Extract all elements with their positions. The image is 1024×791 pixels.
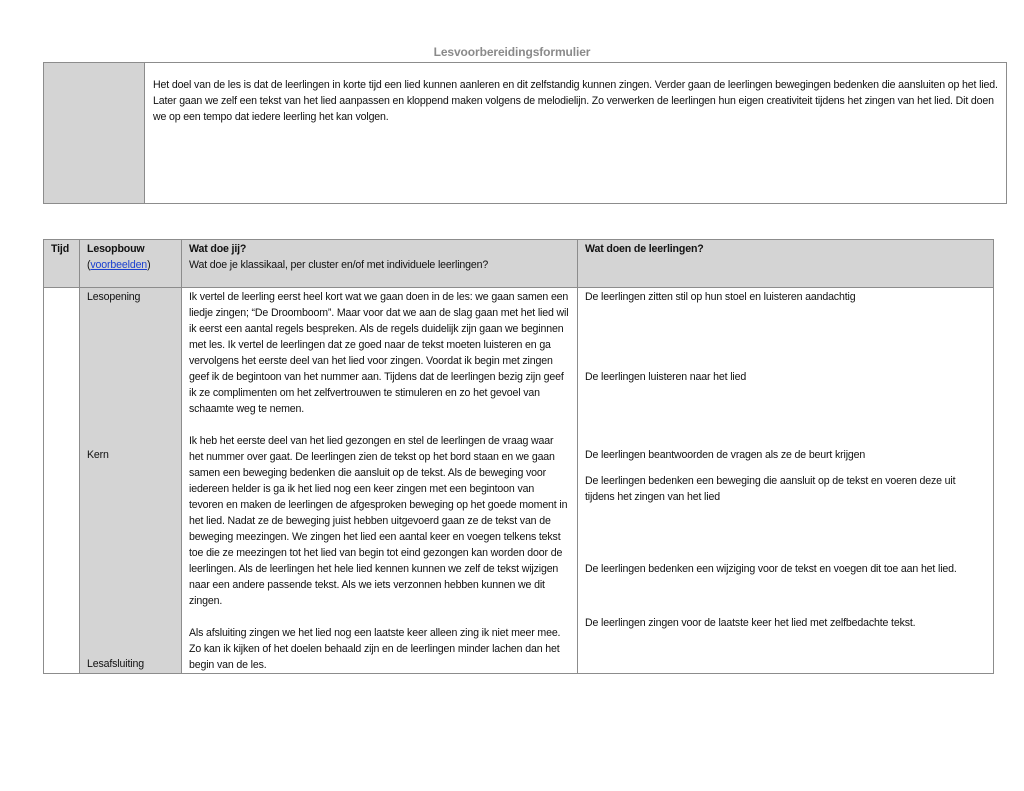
goal-label-cell	[44, 63, 145, 203]
header-wat-doe-jij-sub: Wat doe je klassikaal, per cluster en/of met individuele leerlingen?	[189, 259, 489, 271]
lesson-goal-box	[43, 62, 1007, 204]
students-kern-2: De leerlingen bedenken een beweging die aansluit op de tekst en voeren deze uit tijdens het zingen van het lied	[585, 475, 956, 503]
document-title: Lesvoorbereidingsformulier	[433, 45, 591, 59]
phase-kern: Kern	[87, 449, 109, 461]
students-lesopening-2: De leerlingen luisteren naar het lied	[585, 371, 747, 383]
teacher-cell	[182, 288, 578, 674]
phase-lesafsluiting: Lesafsluiting	[87, 658, 144, 670]
students-lesopening-1: De leerlingen zitten stil op hun stoel en luisteren aandachtig	[585, 291, 856, 303]
phase-cell	[80, 288, 182, 674]
lesson-goal-text: Het doel van de les is dat de leerlingen in korte tijd een lied kunnen aanleren en dit zelfstandig kunnen zingen. Verder gaan de leerlingen bewegingen bedenken die aansluiten op het lied. Later gaan we zelf een tekst van het lied aanpassen en kloppend maken volgens de melodielijn. Zo verwerken de leerlingen hun eigen creativiteit tijdens het zingen van het lied. Dit doen we op een tempo dat iedere leerling het kan volgen.	[153, 79, 998, 123]
header-wat-doen-leerlingen	[578, 240, 994, 288]
header-wat-doe-jij	[182, 240, 578, 288]
paren-open: (	[87, 259, 91, 271]
header-wat-doe-jij-label: Wat doe jij?	[189, 243, 247, 255]
header-lesopbouw-examples	[87, 257, 174, 273]
table-row	[44, 288, 994, 674]
header-tijd-label: Tijd	[51, 243, 70, 255]
header-wat-doen-leerlingen-label: Wat doen de leerlingen?	[585, 243, 704, 255]
students-kern-3: De leerlingen bedenken een wijziging voor de tekst en voegen dit toe aan het lied.	[585, 563, 957, 575]
teacher-kern: Ik heb het eerste deel van het lied gezongen en stel de leerlingen de vraag waar het nummer over gaat. De leerlingen zien de tekst op het bord staan en we gaan samen een beweging bedenken die aansluit op de tekst. Als de beweging voor iedereen helder is ga ik het lied nog een keer zingen met een begintoon van tevoren en maken de leerlingen de afgesproken beweging op het goede moment in het lied. Nadat ze de beweging juist hebben uitgevoerd gaan ze de tekst van de beweging meezingen. We zingen het lied een aantal keer en voegen telkens tekst toe die ze meezingen tot het lied van begin tot eind gezongen kan worden door de leerlingen. Als de leerlingen het hele lied kennen kunnen we zelf de tekst wijzigen naar een andere passende tekst. Als we iets verzonnen hebben kunnen we dit zingen.	[189, 435, 568, 607]
paren-close: )	[147, 259, 151, 271]
students-cell	[578, 288, 994, 674]
students-kern-1: De leerlingen beantwoorden de vragen als ze de beurt krijgen	[585, 449, 866, 461]
header-lesopbouw-label: Lesopbouw	[87, 243, 145, 255]
voorbeelden-link[interactable]: voorbeelden	[90, 259, 148, 271]
header-tijd	[44, 240, 80, 288]
teacher-lesopening: Ik vertel de leerling eerst heel kort wat we gaan doen in de les: we gaan samen een liedje zingen; “De Droomboom”. Maar voor dat we aan de slag gaan met het lied wil ik eerst een aantal regels bespreken. Als de regels duidelijk zijn gaan we beginnen met les. Ik vertel de leerlingen dat ze goed naar de tekst moeten luisteren en ga vervolgens het eerste deel van het lied voor zingen. Voordat ik begin met zingen geef ik de begintoon van het nummer aan. Tijdens dat de leerlingen bezig zijn geef ik ze complimenten om het zelfvertrouwen te stimuleren en zo het gevoel van schaamte weg te nemen.	[189, 291, 569, 415]
tijd-cell	[44, 288, 80, 674]
phase-lesopening: Lesopening	[87, 291, 141, 303]
table-header-row	[44, 240, 994, 288]
lesson-plan-table	[43, 239, 994, 674]
students-lesafsluiting-1: De leerlingen zingen voor de laatste keer het lied met zelfbedachte tekst.	[585, 617, 916, 629]
header-lesopbouw	[80, 240, 182, 288]
teacher-lesafsluiting: Als afsluiting zingen we het lied nog een laatste keer alleen zing ik niet meer mee. Zo kan ik kijken of het doelen behaald zijn en de leerlingen minder lachen dan het begin van de les.	[189, 627, 561, 671]
